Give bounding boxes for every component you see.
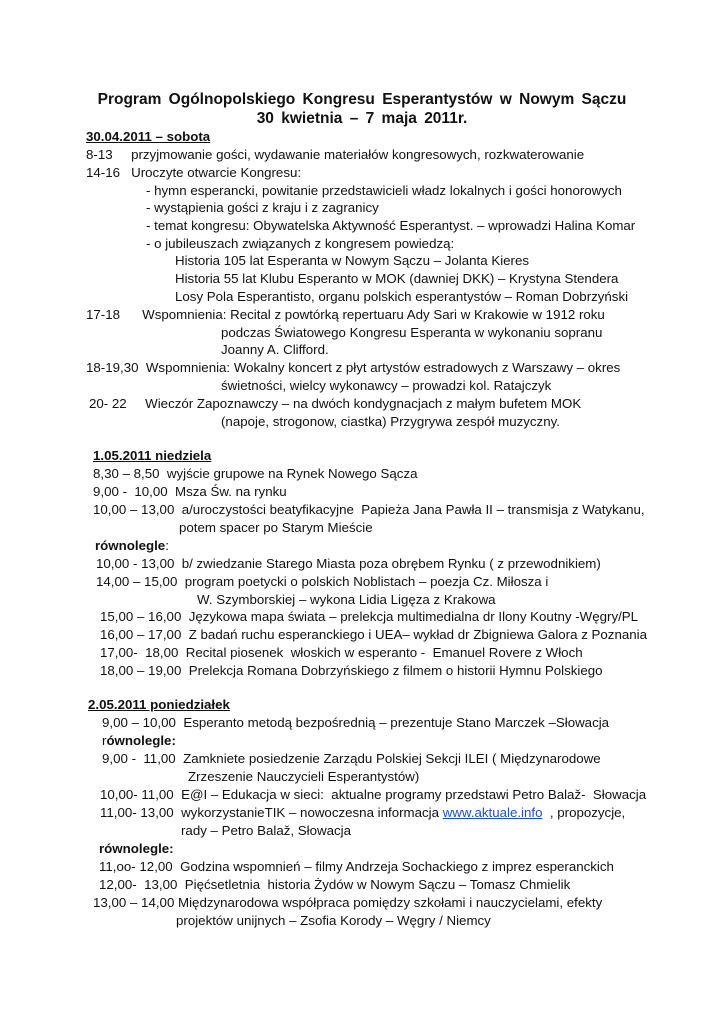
schedule-line: 14,00 – 15,00 program poetycki o polskich Noblistach – poezja Cz. Miłosza i [96,574,549,589]
schedule-line: (napoje, strogonow, ciastka) Przygrywa zespół muzyczny. [221,414,560,429]
schedule-line: Joanny A. Clifford. [221,342,329,357]
parallel-label-prefix: r [102,733,107,748]
schedule-line: 10,00 – 13,00 a/uroczystości beatyfikacyjne Papieża Jana Pawła II – transmisja z Watykanu, [93,502,645,517]
schedule-line: 15,00 – 16,00 Językowa mapa świata – prelekcja multimedialna dr Ilony Koutny -Węgry/PL [100,609,639,624]
schedule-line: 9,00 - 11,00 Zamkniete posiedzenie Zarządu Polskiej Sekcji ILEI ( Międzynarodowe [102,751,601,766]
schedule-line: 9,00 – 10,00 Esperanto metodą bezpośrednią – prezentuje Stano Marczek –Słowacja [102,715,610,730]
schedule-line-text: 11,00- 13,00 wykorzystanieTIK – nowoczesna informacja [100,805,443,820]
schedule-line: 18,00 – 19,00 Prelekcja Romana Dobrzyńskiego z filmem o historii Hymnu Polskiego [100,663,603,678]
schedule-line: - wystąpienia gości z kraju i z zagranicy [146,200,379,215]
parallel-label-text: ównolegle: [106,733,176,748]
schedule-line: rady – Petro Balaž, Słowacja [181,823,351,838]
day-3-heading: 2.05.2011 poniedziałek [88,697,230,712]
schedule-line: podczas Światowego Kongresu Esperanta w wykonaniu sopranu [221,325,603,340]
day-2-heading: 1.05.2011 niedziela [93,448,212,463]
title-line-1: Program Ogólnopolskiego Kongresu Esperantystów w Nowym Sączu [97,91,627,108]
schedule-line: 17-18 Wspomnienia: Recital z powtórką repertuaru Ady Sari w Krakowie w 1912 roku [86,307,605,322]
parallel-label-text: równolegle [95,538,166,553]
schedule-line: świetności, wielcy wykonawcy – prowadzi kol. Ratajczyk [221,378,552,393]
schedule-line: 9,00 - 10,00 Msza Św. na rynku [93,484,287,499]
schedule-line: 18-19,30 Wspomnienia: Wokalny koncert z płyt artystów estradowych z Warszawy – okres [86,360,621,375]
schedule-line: 8,30 – 8,50 wyjście grupowe na Rynek Nowego Sącza [93,466,418,481]
schedule-line: - hymn esperancki, powitanie przedstawicieli władz lokalnych i gości honorowych [146,183,622,198]
schedule-line: - o jubileuszach związanych z kongresem powiedzą: [146,236,455,251]
parallel-label: równolegle: [99,841,174,856]
schedule-line: Historia 105 lat Esperanta w Nowym Sączu – Jolanta Kieres [175,253,530,268]
schedule-line: projektów unijnych – Zsofia Korody – Węgry / Niemcy [176,913,491,928]
schedule-line: W. Szymborskiej – wykona Lidia Ligęza z Krakowa [197,592,496,607]
schedule-line: 20- 22 Wieczór Zapoznawczy – na dwóch kondygnacjach z małym bufetem MOK [89,396,582,411]
schedule-line: Historia 55 lat Klubu Esperanto w MOK (dawniej DKK) – Krystyna Stendera [175,271,619,286]
schedule-line: 8-13 przyjmowanie gości, wydawanie materiałów kongresowych, rozkwaterowanie [86,147,585,162]
schedule-line: - temat kongresu: Obywatelska Aktywność Esperantyst. – wprowadzi Halina Komar [146,218,636,233]
schedule-line: 10,00- 11,00 E@I – Edukacja w sieci: aktualne programy przedstawi Petro Balaž- Słowacja [100,787,647,802]
parallel-label [102,732,176,749]
schedule-line: 12,00- 13,00 Pięćsetletnia historia Żydów w Nowym Sączu – Tomasz Chmielik [99,877,571,892]
schedule-line: 10,00 - 13,00 b/ zwiedzanie Starego Miasta poza obrębem Rynku ( z przewodnikiem) [96,556,601,571]
schedule-line: Zrzeszenie Nauczycieli Esperantystów) [188,769,420,784]
schedule-line: 14-16 Uroczyte otwarcie Kongresu: [86,165,302,180]
schedule-line: 11,oo- 12,00 Godzina wspomnień – filmy Andrzeja Sochackiego z imprez esperanckich [99,859,614,874]
title-line-2: 30 kwietnia – 7 maja 2011r. [256,110,468,127]
schedule-line [100,804,625,821]
schedule-line: 13,00 – 14,00 Międzynarodowa współpraca pomiędzy szkołami i nauczycielami, efekty [93,895,603,910]
schedule-line: Losy Pola Esperantisto, organu polskich esperantystów – Roman Dobrzyński [175,289,629,304]
schedule-line-text: , propozycje, [542,805,626,820]
aktuale-link[interactable]: www.aktuale.info [442,805,543,820]
schedule-line: 16,00 – 17,00 Z badań ruchu esperanckiego i UEA– wykład dr Zbigniewa Galora z Poznania [100,627,647,642]
parallel-label: równolegle: [95,538,169,553]
schedule-line: potem spacer po Starym Mieście [179,520,373,535]
day-1-heading: 30.04.2011 – sobota [86,129,211,144]
schedule-line: 17,00- 18,00 Recital piosenek włoskich w esperanto - Emanuel Rovere z Włoch [100,645,583,660]
